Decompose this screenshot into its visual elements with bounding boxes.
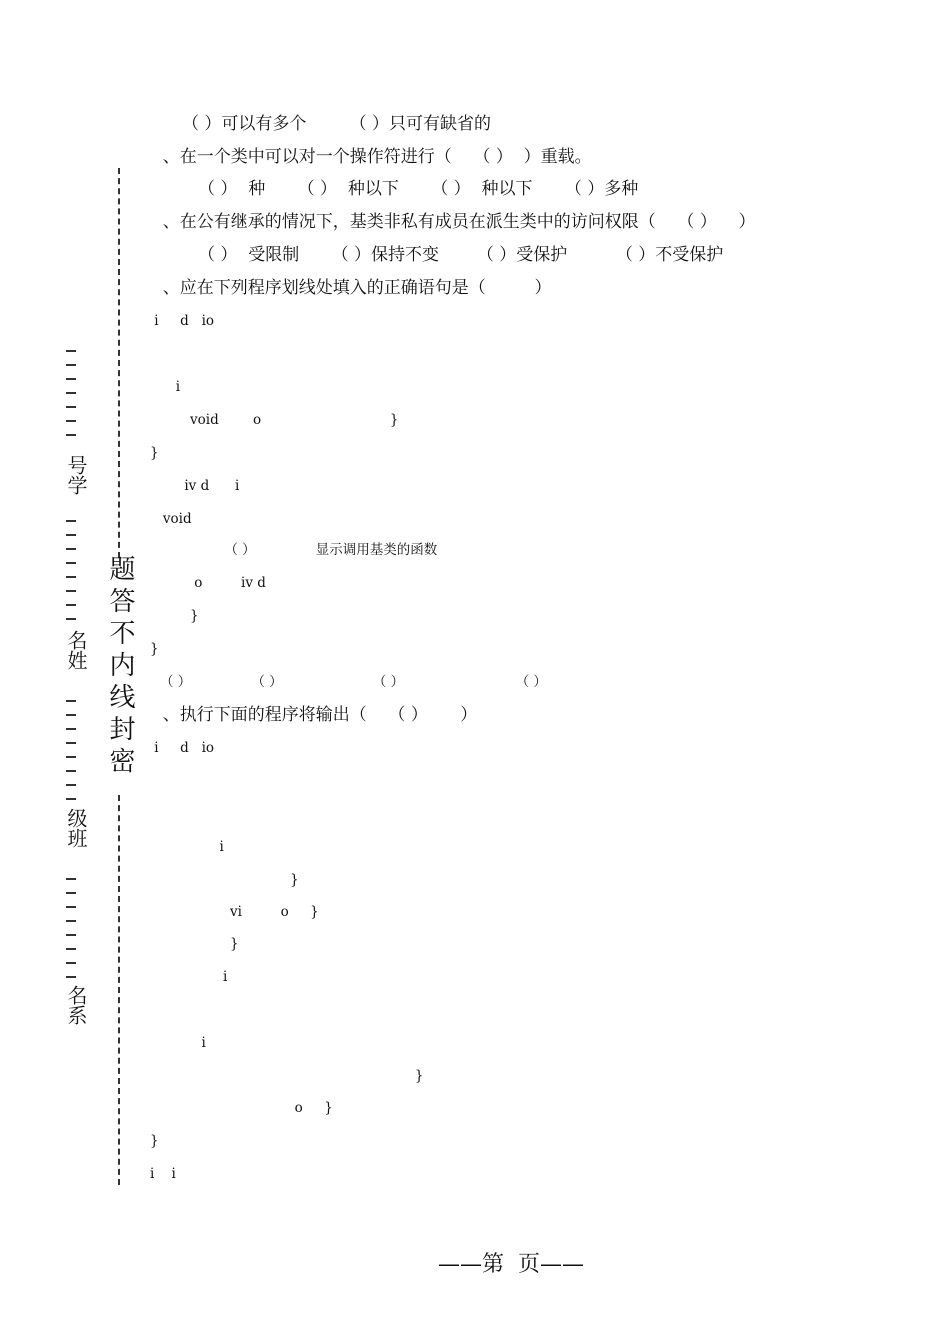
option-line: （ ） （ ） （ ） （ ） [160, 674, 659, 690]
seal-text [102, 555, 135, 779]
option-line: （ ） 受限制 （ ）保持不变 （ ）受保护 （ ）不受保护 [198, 245, 724, 265]
question-line: 、在公有继承的情况下，基类非私有成员在派生类中的访问权限（ （ ） ） [152, 212, 756, 232]
option-line: （ ）可以有多个 （ ）只可有缺省的 [182, 114, 492, 134]
page-footer: ——第 页—— [438, 1252, 584, 1277]
code-line: vi o } [230, 904, 319, 920]
code-line: i [150, 969, 249, 985]
code-line: } [230, 872, 299, 888]
code-line: iv d i [150, 478, 261, 494]
code-line [150, 1197, 202, 1217]
code-line: i i [150, 1166, 185, 1182]
department-label: 名系 [64, 985, 88, 1025]
code-line: i d io [150, 313, 266, 329]
code-line: } [226, 1068, 424, 1084]
code-line: void [150, 511, 222, 527]
binding-line-top [118, 168, 120, 558]
code-line: （ ） 显示调用基类的函数 [190, 542, 468, 558]
code-line [150, 344, 184, 364]
name-label: 名姓 [64, 630, 88, 670]
code-line: } [230, 936, 243, 952]
code-line: i [180, 1035, 215, 1051]
question-line: 、执行下面的程序将输出（ （ ） ） [152, 705, 478, 725]
seal-text-content: 题答不内线封密 [105, 555, 135, 779]
question-line: 、应在下列程序划线处填入的正确语句是（ ） [152, 278, 552, 298]
code-line: } [150, 1133, 163, 1149]
code-line: i [150, 379, 189, 395]
option-line: （ ） 种 （ ） 种以下 （ ） 种以下 （ ）多种 [198, 179, 639, 199]
code-line: } [150, 445, 163, 461]
code-line: } [190, 608, 199, 624]
code-line [198, 804, 228, 824]
code-line: o iv d [190, 575, 348, 591]
code-line: o } [226, 1100, 333, 1116]
student-id-label: 号学 [64, 455, 88, 495]
code-line [198, 1000, 228, 1020]
code-line: i d io [150, 740, 266, 756]
code-line: } [150, 641, 163, 657]
code-line: void o } [190, 412, 399, 428]
class-label: 级班 [64, 808, 88, 848]
code-line [150, 771, 184, 791]
binding-line-bottom [118, 795, 120, 1185]
question-line: 、在一个类中可以对一个操作符进行（ （ ） ）重载。 [152, 147, 592, 167]
code-line: i [198, 839, 233, 855]
